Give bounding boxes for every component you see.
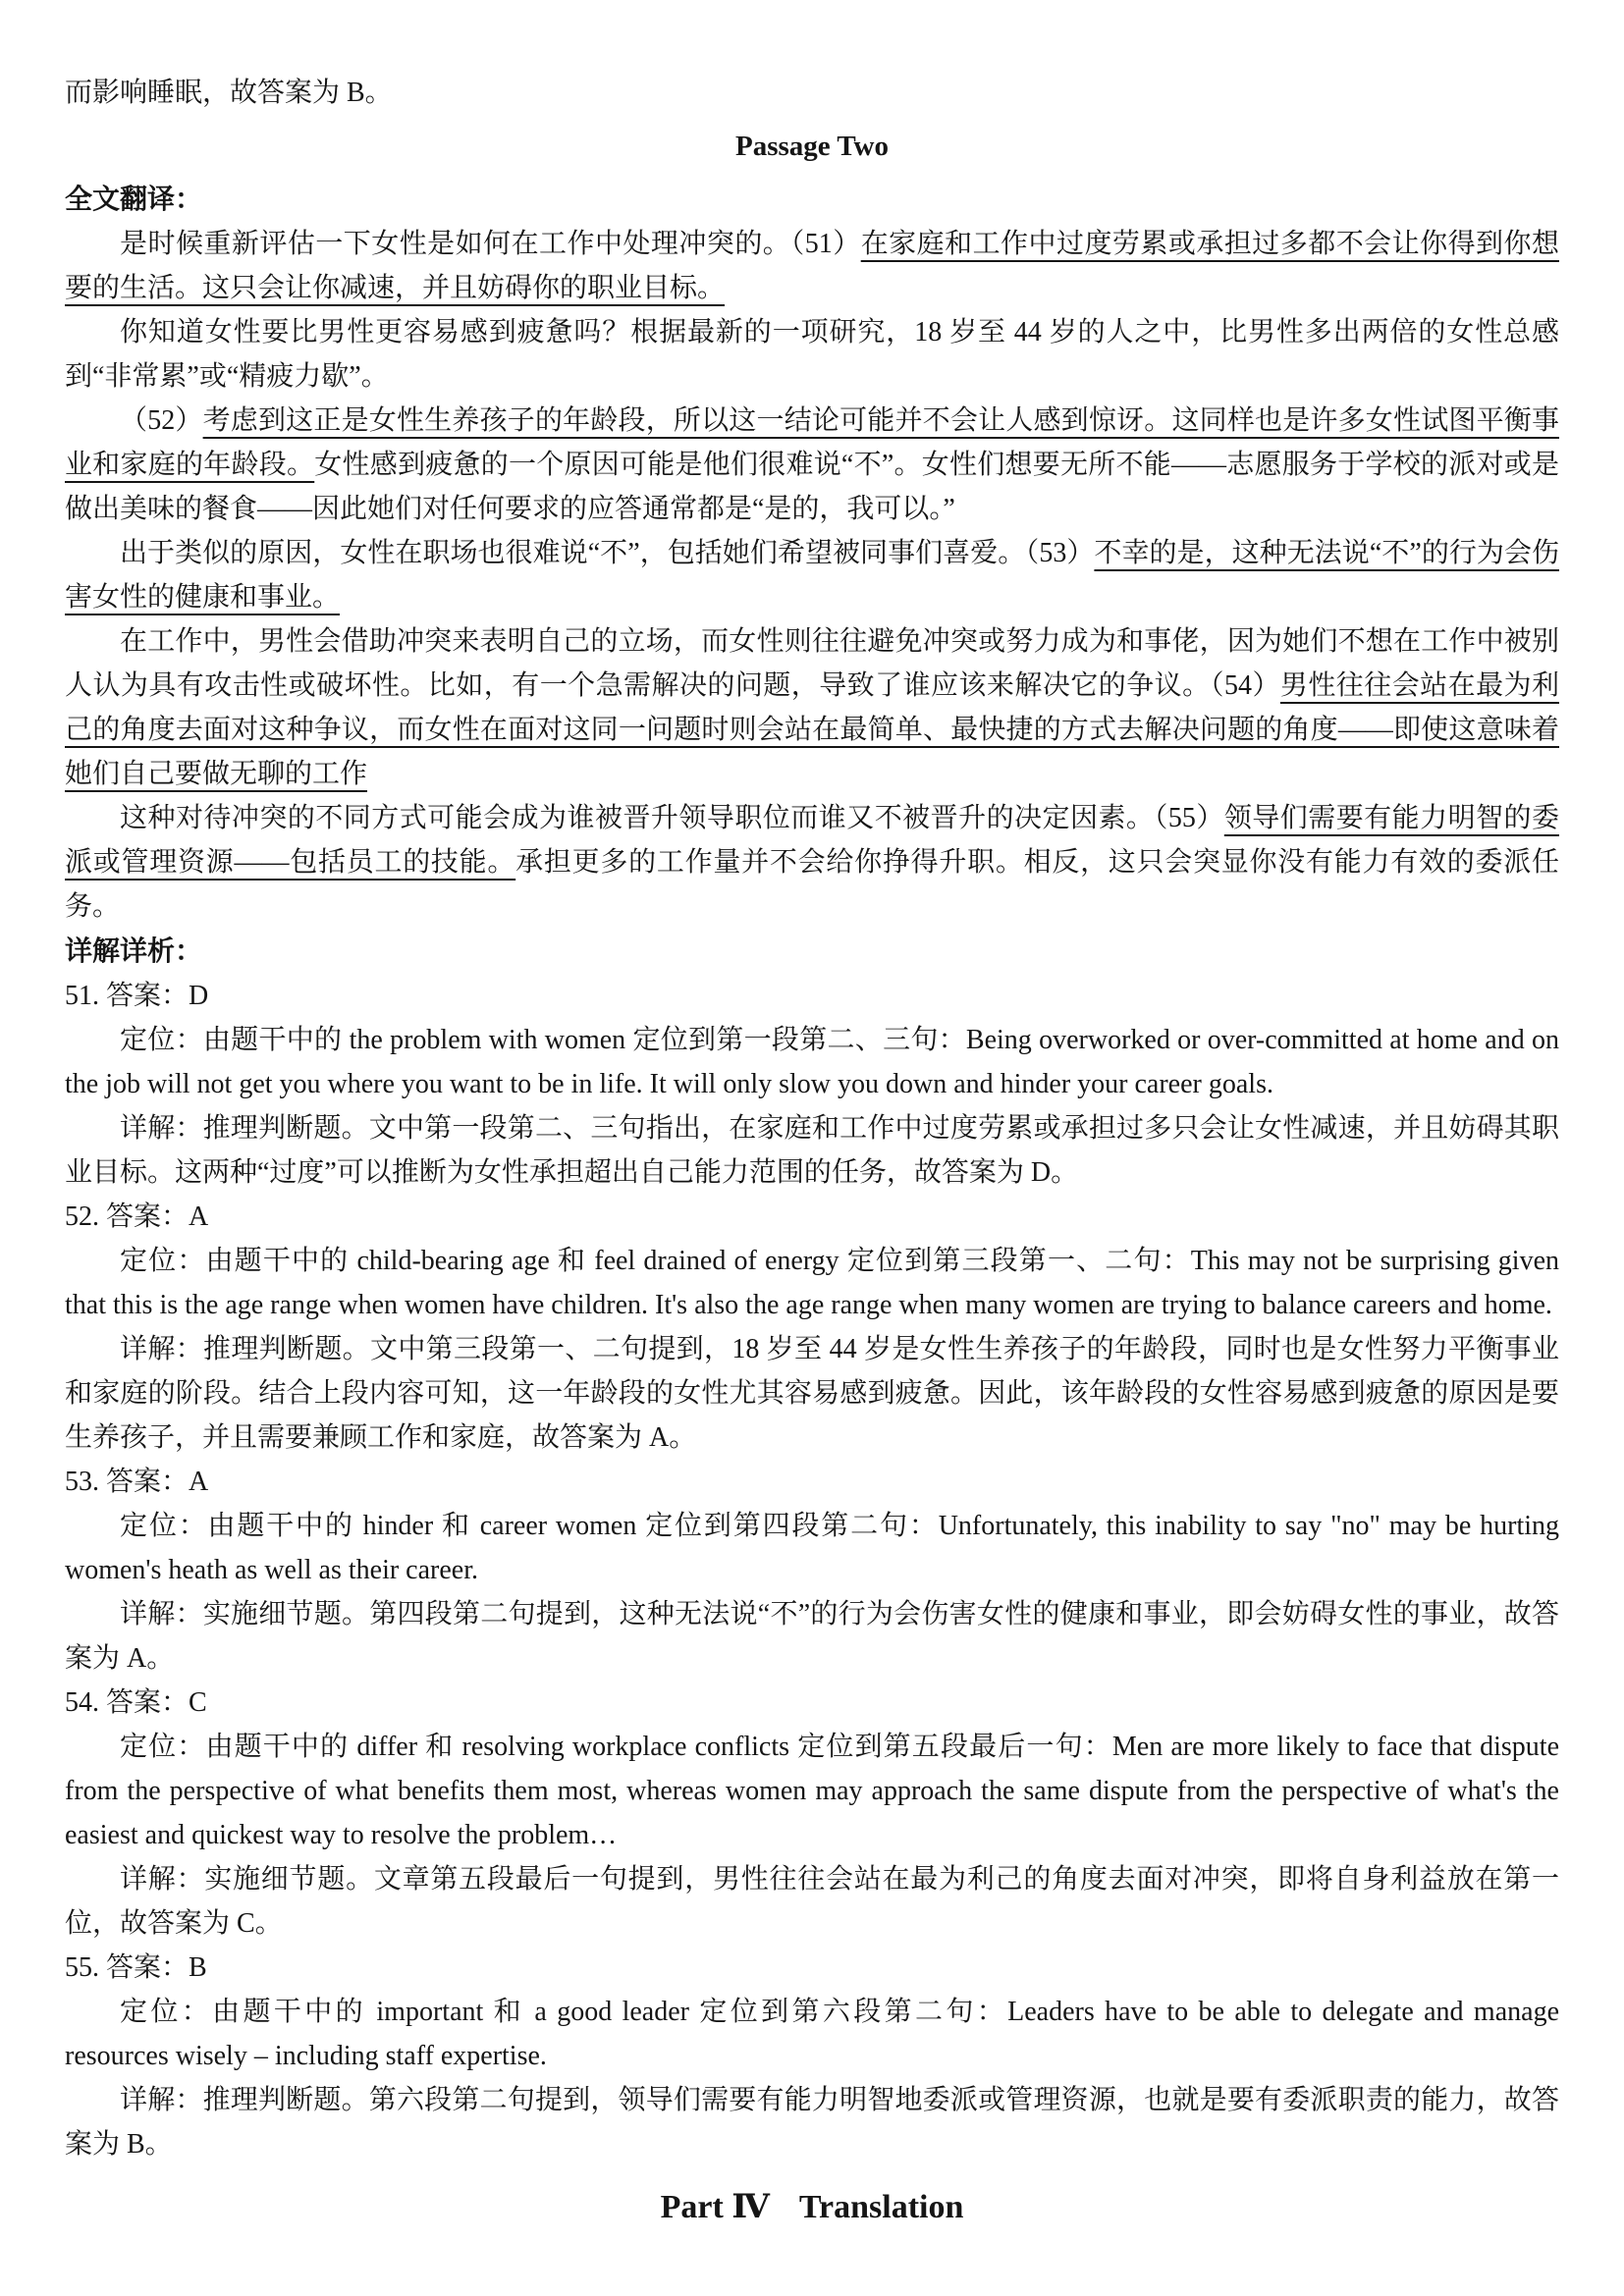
translation-paragraph	[65, 399, 1559, 531]
underlined-answer-sentence: 男性往往会站在最为利己的角度去面对这种争议，而女性在面对这同一问题时则会站在最简单、最快捷的方式去解决问题的角度——即使这意味着她们自己要做无聊的工作	[65, 670, 1559, 789]
part-name: Translation	[798, 2189, 964, 2225]
translation-paragraph	[65, 619, 1559, 796]
underlined-answer-sentence: 在家庭和工作中过度劳累或承担过多都不会让你得到你想要的生活。这只会让你减速，并且妨碍你的职业目标。	[65, 229, 1559, 303]
analysis-item	[65, 974, 1559, 1195]
answer-line: 51. 答案：D	[65, 981, 209, 1011]
paragraph-text: 是时候重新评估一下女性是如何在工作中处理冲突的。（51）	[120, 229, 861, 259]
analysis-item	[65, 1460, 1559, 1681]
answer-line: 52. 答案：A	[65, 1201, 209, 1232]
underlined-answer-sentence: 不幸的是，这种无法说“不”的行为会伤害女性的健康和事业。	[65, 538, 1559, 613]
answer-line: 55. 答案：B	[65, 1952, 207, 1983]
translation-paragraph	[65, 531, 1559, 619]
explanation-line: 详解：推理判断题。第六段第二句提到，领导们需要有能力明智地委派或管理资源，也就是要有委派职责的能力，故答案为 B。	[65, 2085, 1559, 2160]
analysis-heading: 详解详析：	[65, 935, 203, 966]
translation-paragraph	[65, 796, 1559, 929]
underlined-answer-sentence: 考虑到这正是女性生养孩子的年龄段，所以这一结论可能并不会让人感到惊讶。这同样也是许多女性试图平衡事业和家庭的年龄段。	[65, 405, 1559, 480]
translation-paragraph	[65, 222, 1559, 310]
paragraph-text: 你知道女性要比男性更容易感到疲惫吗？根据最新的一项研究，18 岁至 44 岁的人之中，比男性多出两倍的女性总感到“非常累”或“精疲力歇”。	[65, 317, 1559, 392]
paragraph-text: 这种对待冲突的不同方式可能会成为谁被晋升领导职位而谁又不被晋升的决定因素。（55）	[120, 803, 1224, 833]
explanation-line: 详解：实施细节题。第四段第二句提到，这种无法说“不”的行为会伤害女性的健康和事业，即会妨碍女性的事业，故答案为 A。	[65, 1599, 1559, 1674]
explanation-line: 详解：推理判断题。文中第三段第一、二句提到，18 岁至 44 岁是女性生养孩子的年龄段，同时也是女性努力平衡事业和家庭的阶段。结合上段内容可知，这一年龄段的女性尤其容易感到疲惫。因此，该年龄段的女性容易感到疲惫的原因是要生养孩子，并且需要兼顾工作和家庭，故答案为 A。	[65, 1334, 1559, 1453]
paragraph-text: （52）	[120, 405, 203, 436]
answer-line: 53. 答案：A	[65, 1467, 209, 1497]
passage-title: Passage Two	[734, 131, 890, 162]
answer-line: 54. 答案：C	[65, 1687, 207, 1718]
location-line: 定位：由题干中的 differ 和 resolving workplace conflicts 定位到第五段最后一句：Men are more likely to face that dispute from the perspective of what benefits them most, whereas women may approach the same dispute from the perspective of what's the easiest and quickest way to resolve the problem…	[65, 1732, 1559, 1850]
analysis-item	[65, 1195, 1559, 1460]
paragraph-text: 承担更多的工作量并不会给你挣得升职。相反，这只会突显你没有能力有效的委派任务。	[65, 847, 1559, 922]
part-label: Part Ⅳ	[660, 2189, 770, 2225]
location-line: 定位：由题干中的 important 和 a good leader 定位到第六段第二句：Leaders have to be able to delegate and manage resources wisely – including staff expertise.	[65, 1997, 1559, 2071]
translation-heading: 全文翻译：	[65, 184, 203, 214]
intro-line: 而影响睡眠，故答案为 B。	[65, 78, 393, 108]
location-line: 定位：由题干中的 hinder 和 career women 定位到第四段第二句：Unfortunately, this inability to say "no" may be hurting women's heath as well as their career.	[65, 1511, 1559, 1585]
part-title	[65, 2182, 1559, 2233]
explanation-line: 详解：推理判断题。文中第一段第二、三句指出，在家庭和工作中过度劳累或承担过多只会让女性减速，并且妨碍其职业目标。这两种“过度”可以推断为女性承担超出自己能力范围的任务，故答案为 D。	[65, 1113, 1559, 1188]
paragraph-text: 出于类似的原因，女性在职场也很难说“不”，包括她们希望被同事们喜爱。（53）	[120, 538, 1095, 568]
translation-section	[65, 222, 1559, 929]
paragraph-text: 在工作中，男性会借助冲突来表明自己的立场，而女性则往往避免冲突或努力成为和事佬，因为她们不想在工作中被别人认为具有攻击性或破坏性。比如，有一个急需解决的问题，导致了谁应该来解决它的争议。（54）	[65, 626, 1559, 701]
translation-paragraph	[65, 310, 1559, 399]
analysis-item	[65, 1681, 1559, 1946]
location-line: 定位：由题干中的 child-bearing age 和 feel drained of energy 定位到第三段第一、二句：This may not be surprising given that this is the age range when women have children. It's also the age range when many women are trying to balance careers and home.	[65, 1246, 1559, 1320]
location-line: 定位：由题干中的 the problem with women 定位到第一段第二、三句：Being overworked or over-committed at home and on the job will not get you where you want to be in life. It will only slow you down and hinder your career goals.	[65, 1025, 1559, 1099]
explanation-line: 详解：实施细节题。文章第五段最后一句提到，男性往往会站在最为利己的角度去面对冲突，即将自身利益放在第一位，故答案为 C。	[65, 1864, 1559, 1939]
underlined-answer-sentence: 领导们需要有能力明智的委派或管理资源——包括员工的技能。	[65, 803, 1559, 878]
analysis-section	[65, 974, 1559, 2166]
analysis-item	[65, 1946, 1559, 2166]
paragraph-text: 女性感到疲惫的一个原因可能是他们很难说“不”。女性们想要无所不能——志愿服务于学校的派对或是做出美味的餐食——因此她们对任何要求的应答通常都是“是的，我可以。”	[65, 450, 1559, 524]
